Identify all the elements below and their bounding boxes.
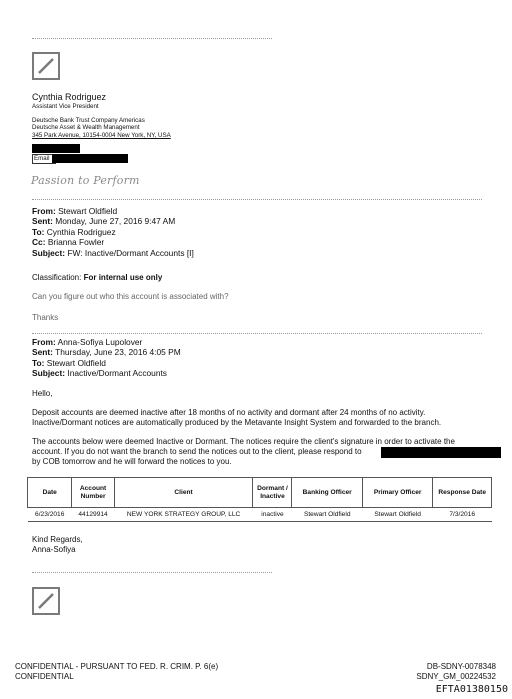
to-value: Stewart Oldfield [46, 357, 106, 368]
footer-left [15, 662, 218, 682]
sent-label: Sent: [32, 347, 53, 358]
column-header: Response Date [433, 478, 492, 508]
from-value: Stewart Oldfield [58, 206, 118, 216]
sent-value: Monday, June 27, 2016 9:47 AM [55, 216, 176, 227]
column-header: Dormant / Inactive [253, 478, 292, 508]
table-cell: 44129914 [72, 508, 114, 522]
from-value: Anna-Sofiya Lupolover [57, 337, 143, 347]
to-value: Cynthia Rodriguez [46, 226, 116, 237]
table-row [28, 508, 492, 522]
signature-company-1: Deutsche Bank Trust Company Americas [32, 116, 145, 124]
signature-email-label: Email [32, 154, 56, 164]
table-header-row [28, 478, 492, 508]
column-header: Client [114, 478, 253, 508]
signature-address: 345 Park Avenue, 10154-0004 New York, NY, USA [32, 131, 171, 139]
cc-label: Cc: [32, 237, 46, 248]
column-header: Primary Officer [362, 478, 432, 508]
classification-line [32, 273, 162, 283]
sent-value: Thursday, June 23, 2016 4:05 PM [55, 347, 181, 358]
deutsche-bank-logo-icon [32, 587, 60, 615]
paragraph-line: by COB tomorrow and he will forward the notices to you. [32, 457, 232, 466]
table-cell: Stewart Oldfield [362, 508, 432, 522]
top-divider [32, 38, 272, 39]
column-header: Date [28, 478, 72, 508]
column-header: Banking Officer [292, 478, 362, 508]
to-label: To: [32, 357, 45, 368]
column-header: Account Number [72, 478, 114, 508]
section-divider [32, 199, 482, 200]
redaction-bar [32, 144, 80, 153]
table-cell: inactive [253, 508, 292, 522]
bates-number: DB-SDNY-0078348 [426, 662, 496, 671]
bottom-divider [32, 572, 272, 573]
deutsche-bank-logo-icon [32, 52, 60, 80]
footer-right [416, 662, 496, 682]
confidential-label: CONFIDENTIAL [15, 672, 74, 681]
table-cell: Stewart Oldfield [292, 508, 362, 522]
table-cell: 6/23/2016 [28, 508, 72, 522]
subject-value: FW: Inactive/Dormant Accounts [I] [67, 247, 194, 258]
from-label: From: [32, 337, 56, 347]
from-label: From: [32, 206, 56, 216]
email1-body: Can you figure out who this account is associated with? [32, 292, 229, 301]
signature-name: Cynthia Rodriguez [32, 92, 107, 102]
email1-signoff: Thanks [32, 313, 59, 322]
slogan: Passion to Perform [31, 174, 140, 187]
subject-value: Inactive/Dormant Accounts [67, 368, 167, 379]
paragraph-line: Deposit accounts are deemed inactive after 18 months of no activity and dormant after 24 months of no activity. [32, 408, 426, 417]
to-label: To: [32, 226, 45, 237]
cc-value: Brianna Fowler [47, 237, 105, 248]
confidential-notice: CONFIDENTIAL - PURSUANT TO FED. R. CRIM. P. 6(e) [15, 662, 219, 671]
table-cell: NEW YORK STRATEGY GROUP, LLC [114, 508, 253, 522]
subject-label: Subject: [32, 368, 66, 379]
table-cell: 7/3/2016 [433, 508, 492, 522]
paragraph-line: Inactive/Dormant notices are automatically produced by the Metavante Insight System and forwarded to the branch. [32, 418, 442, 427]
signature-title: Assistant Vice President [32, 103, 99, 110]
paragraph-line: The accounts below were deemed Inactive or Dormant. The notices require the client's signature in order to activate the [32, 437, 455, 446]
closing-block [32, 535, 83, 555]
closing-name: Anna-Sofiya [32, 545, 76, 554]
closing-line: Kind Regards, [32, 535, 83, 544]
subject-label: Subject: [32, 247, 66, 258]
email2-greeting: Hello, [32, 389, 53, 398]
bates-number: SDNY_GM_00224532 [416, 672, 496, 681]
classification-value: For internal use only [83, 273, 163, 282]
accounts-table [27, 477, 492, 522]
redaction-bar [381, 447, 501, 458]
email2-paragraph-1 [32, 408, 492, 428]
signature-block [32, 92, 171, 139]
email2-header [32, 337, 181, 379]
email1-header [32, 206, 194, 258]
redaction-bar [52, 154, 128, 163]
signature-company-2: Deutsche Asset & Wealth Management [32, 124, 140, 132]
sent-label: Sent: [32, 216, 53, 227]
efta-number: EFTA01380150 [435, 684, 508, 695]
paragraph-line: account. If you do not want the branch to send the notices out to the client, please respond to [32, 447, 362, 456]
classification-label: Classification: [32, 273, 82, 282]
section-divider [32, 333, 482, 334]
